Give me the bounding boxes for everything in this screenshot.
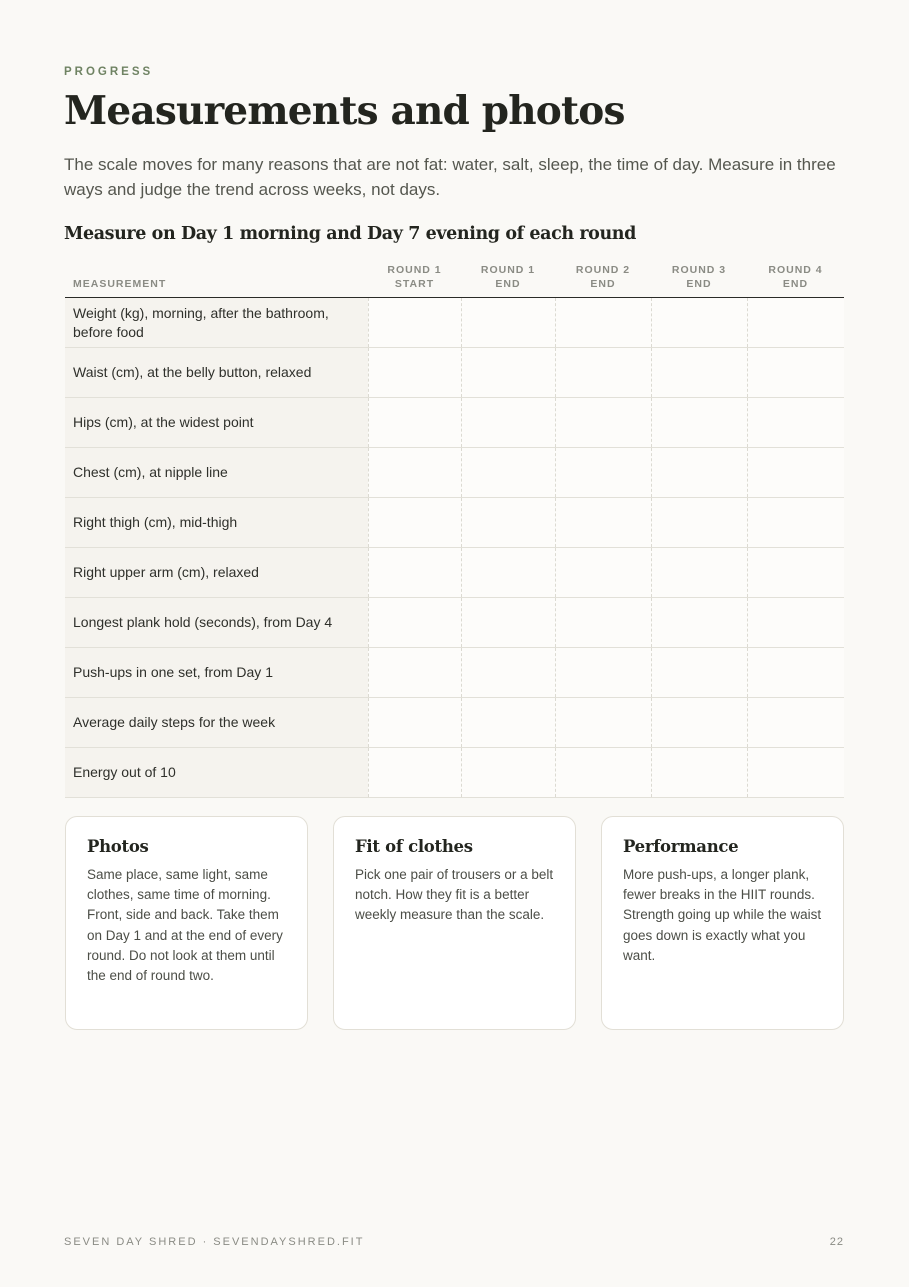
card-title: Fit of clothes	[355, 837, 473, 856]
entry-cell[interactable]	[368, 498, 461, 548]
entry-cell[interactable]	[651, 648, 747, 698]
table-body	[65, 298, 844, 798]
header-line: ROUND 1	[480, 264, 536, 276]
entry-cell[interactable]	[555, 498, 651, 548]
table-row	[65, 348, 844, 398]
entry-cell[interactable]	[747, 348, 844, 398]
header-line: END	[782, 278, 809, 290]
entry-cell[interactable]	[651, 498, 747, 548]
entry-cell[interactable]	[555, 698, 651, 748]
entry-cell[interactable]	[555, 398, 651, 448]
header-line: END	[590, 278, 616, 290]
table-row	[65, 448, 844, 498]
entry-cell[interactable]	[747, 548, 844, 598]
column-header-measurement: MEASUREMENT	[65, 252, 368, 298]
footer-brand: SEVEN DAY SHRED · SEVENDAYSHRED.FIT	[64, 1236, 365, 1248]
entry-cell[interactable]	[555, 348, 651, 398]
table-row	[65, 648, 844, 698]
measurement-label: Push-ups in one set, from Day 1	[65, 648, 368, 698]
measurement-label: Right thigh (cm), mid-thigh	[65, 498, 368, 548]
entry-cell[interactable]	[368, 298, 461, 348]
entry-cell[interactable]	[461, 348, 555, 398]
measurement-label: Energy out of 10	[65, 748, 368, 798]
performance-card	[601, 816, 844, 1030]
table-row	[65, 698, 844, 748]
entry-cell[interactable]	[368, 548, 461, 598]
measurement-label: Average daily steps for the week	[65, 698, 368, 748]
entry-cell[interactable]	[747, 398, 844, 448]
header-line: ROUND 2	[575, 264, 631, 276]
entry-cell[interactable]	[747, 498, 844, 548]
table-row	[65, 748, 844, 798]
card-body: Pick one pair of trousers or a belt notch. How they fit is a better weekly measure than the scale.	[355, 867, 554, 923]
entry-cell[interactable]	[555, 748, 651, 798]
column-header-round-4-end	[747, 252, 844, 298]
table-row	[65, 548, 844, 598]
entry-cell[interactable]	[461, 548, 555, 598]
entry-cell[interactable]	[368, 448, 461, 498]
measurement-label: Longest plank hold (seconds), from Day 4	[65, 598, 368, 648]
section-eyebrow: PROGRESS	[64, 66, 154, 78]
entry-cell[interactable]	[651, 698, 747, 748]
column-header-round-2-end	[555, 252, 651, 298]
measurement-label: Chest (cm), at nipple line	[65, 448, 368, 498]
page-number: 22	[829, 1236, 844, 1248]
card-body: Same place, same light, same clothes, same time of morning. Front, side and back. Take them on Day 1 and at the end of every round. Do not look at them until the end of round two.	[87, 867, 283, 984]
measurement-label: Hips (cm), at the widest point	[65, 398, 368, 448]
header-line: ROUND 1	[387, 264, 442, 276]
header-line: ROUND 4	[768, 264, 823, 276]
measurement-label: Waist (cm), at the belly button, relaxed	[65, 348, 368, 398]
photos-card	[65, 816, 308, 1030]
table-header-row	[65, 252, 844, 298]
header-line: END	[686, 278, 712, 290]
column-header-round-1-start	[368, 252, 461, 298]
entry-cell[interactable]	[461, 298, 555, 348]
entry-cell[interactable]	[555, 648, 651, 698]
entry-cell[interactable]	[651, 298, 747, 348]
page-title: Measurements and photos	[64, 88, 625, 134]
entry-cell[interactable]	[461, 648, 555, 698]
table-row	[65, 598, 844, 648]
measurement-label: Right upper arm (cm), relaxed	[65, 548, 368, 598]
entry-cell[interactable]	[651, 548, 747, 598]
column-header-round-1-end	[461, 252, 555, 298]
entry-cell[interactable]	[747, 448, 844, 498]
column-header-round-3-end	[651, 252, 747, 298]
entry-cell[interactable]	[461, 498, 555, 548]
entry-cell[interactable]	[747, 648, 844, 698]
table-row	[65, 498, 844, 548]
entry-cell[interactable]	[368, 398, 461, 448]
entry-cell[interactable]	[651, 598, 747, 648]
entry-cell[interactable]	[555, 298, 651, 348]
entry-cell[interactable]	[368, 748, 461, 798]
entry-cell[interactable]	[747, 598, 844, 648]
entry-cell[interactable]	[651, 398, 747, 448]
entry-cell[interactable]	[555, 448, 651, 498]
measurement-table	[65, 252, 844, 798]
entry-cell[interactable]	[651, 748, 747, 798]
entry-cell[interactable]	[747, 748, 844, 798]
table-row	[65, 398, 844, 448]
table-row	[65, 298, 844, 348]
measurement-label: Weight (kg), morning, after the bathroom, before food	[65, 298, 368, 348]
intro-paragraph: The scale moves for many reasons that are not fat: water, salt, sleep, the time of day. Measure in three ways and judge the trend across weeks, not days.	[64, 155, 836, 199]
entry-cell[interactable]	[461, 448, 555, 498]
table-title: Measure on Day 1 morning and Day 7 evening of each round	[64, 224, 636, 244]
entry-cell[interactable]	[368, 648, 461, 698]
entry-cell[interactable]	[651, 348, 747, 398]
header-line: END	[495, 278, 521, 290]
entry-cell[interactable]	[368, 598, 461, 648]
tips-cards	[65, 816, 844, 1032]
card-title: Performance	[623, 837, 739, 856]
entry-cell[interactable]	[651, 448, 747, 498]
entry-cell[interactable]	[461, 598, 555, 648]
entry-cell[interactable]	[555, 548, 651, 598]
fit-of-clothes-card	[333, 816, 576, 1030]
entry-cell[interactable]	[368, 348, 461, 398]
entry-cell[interactable]	[368, 698, 461, 748]
card-body: More push-ups, a longer plank, fewer breaks in the HIIT rounds. Strength going up while the waist goes down is exactly what you want.	[623, 867, 822, 963]
header-line: START	[394, 278, 435, 290]
entry-cell[interactable]	[747, 698, 844, 748]
entry-cell[interactable]	[747, 298, 844, 348]
entry-cell[interactable]	[461, 398, 555, 448]
card-title: Photos	[87, 837, 149, 856]
entry-cell[interactable]	[461, 748, 555, 798]
entry-cell[interactable]	[461, 698, 555, 748]
header-line: ROUND 3	[671, 264, 727, 276]
entry-cell[interactable]	[555, 598, 651, 648]
